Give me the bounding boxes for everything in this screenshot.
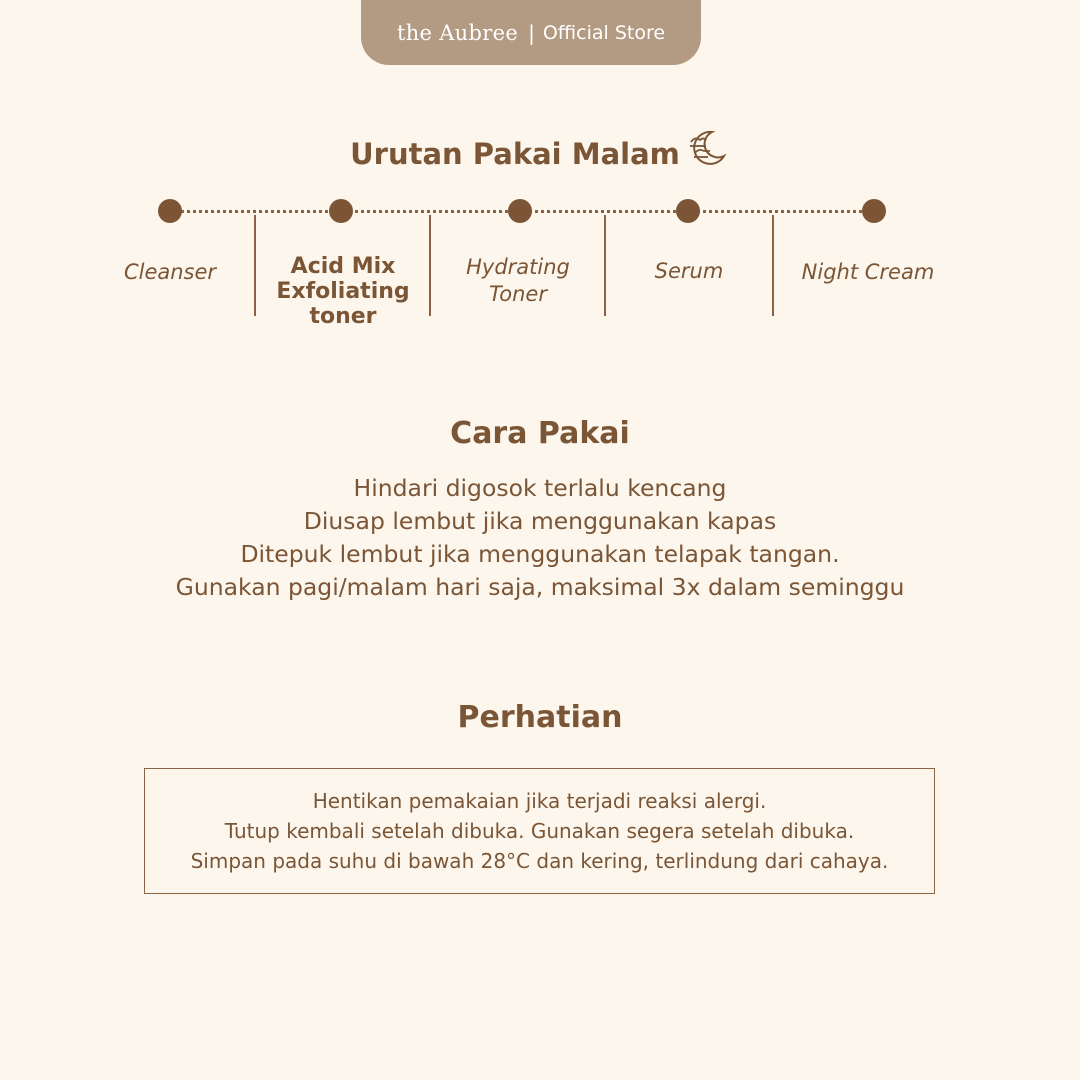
usage-line: Diusap lembut jika menggunakan kapas xyxy=(303,507,777,535)
caution-title: Perhatian xyxy=(457,700,623,735)
timeline-divider xyxy=(254,215,256,316)
caution-line: Tutup kembali setelah dibuka. Gunakan segera setelah dibuka. xyxy=(224,819,855,843)
step-label: Acid Mix xyxy=(290,254,396,279)
step-label: Hydrating xyxy=(466,255,570,279)
step-label: Toner xyxy=(489,282,547,306)
caution-line: Simpan pada suhu di bawah 28°C dan kering, terlindung dari cahaya. xyxy=(190,849,889,873)
step-label: Night Cream xyxy=(801,260,935,284)
timeline-dot xyxy=(329,199,353,223)
store-header-tab xyxy=(361,0,701,65)
timeline-divider xyxy=(429,215,431,316)
caution-box xyxy=(144,768,935,894)
step-acid-mix-toner xyxy=(262,254,424,329)
timeline-dot xyxy=(508,199,532,223)
header-separator: | xyxy=(528,20,535,45)
step-serum xyxy=(614,258,764,285)
usage-line: Ditepuk lembut jika menggunakan telapak tangan. xyxy=(240,540,840,568)
moon-cloud-icon xyxy=(686,126,730,170)
step-label: Cleanser xyxy=(123,260,217,284)
timeline-divider xyxy=(604,215,606,316)
usage-line: Gunakan pagi/malam hari saja, maksimal 3x dalam seminggu xyxy=(175,573,905,601)
routine-title-row xyxy=(0,124,1080,184)
step-night-cream xyxy=(780,259,956,286)
usage-title: Cara Pakai xyxy=(450,416,630,451)
timeline-divider xyxy=(772,215,774,316)
usage-line: Hindari digosok terlalu kencang xyxy=(353,474,727,502)
step-hydrating-toner xyxy=(440,254,596,308)
step-label: toner xyxy=(309,304,377,329)
step-label: Serum xyxy=(654,259,724,283)
timeline-dot xyxy=(862,199,886,223)
store-tagline: Official Store xyxy=(542,21,666,44)
step-label: Exfoliating xyxy=(276,279,410,304)
timeline-dot xyxy=(676,199,700,223)
brand-logo-text: the Aubree xyxy=(396,20,519,45)
routine-title: Urutan Pakai Malam xyxy=(350,137,680,171)
step-cleanser xyxy=(100,259,240,286)
timeline-dot xyxy=(158,199,182,223)
usage-instructions xyxy=(0,472,1080,604)
caution-line: Hentikan pemakaian jika terjadi reaksi alergi. xyxy=(312,789,767,813)
